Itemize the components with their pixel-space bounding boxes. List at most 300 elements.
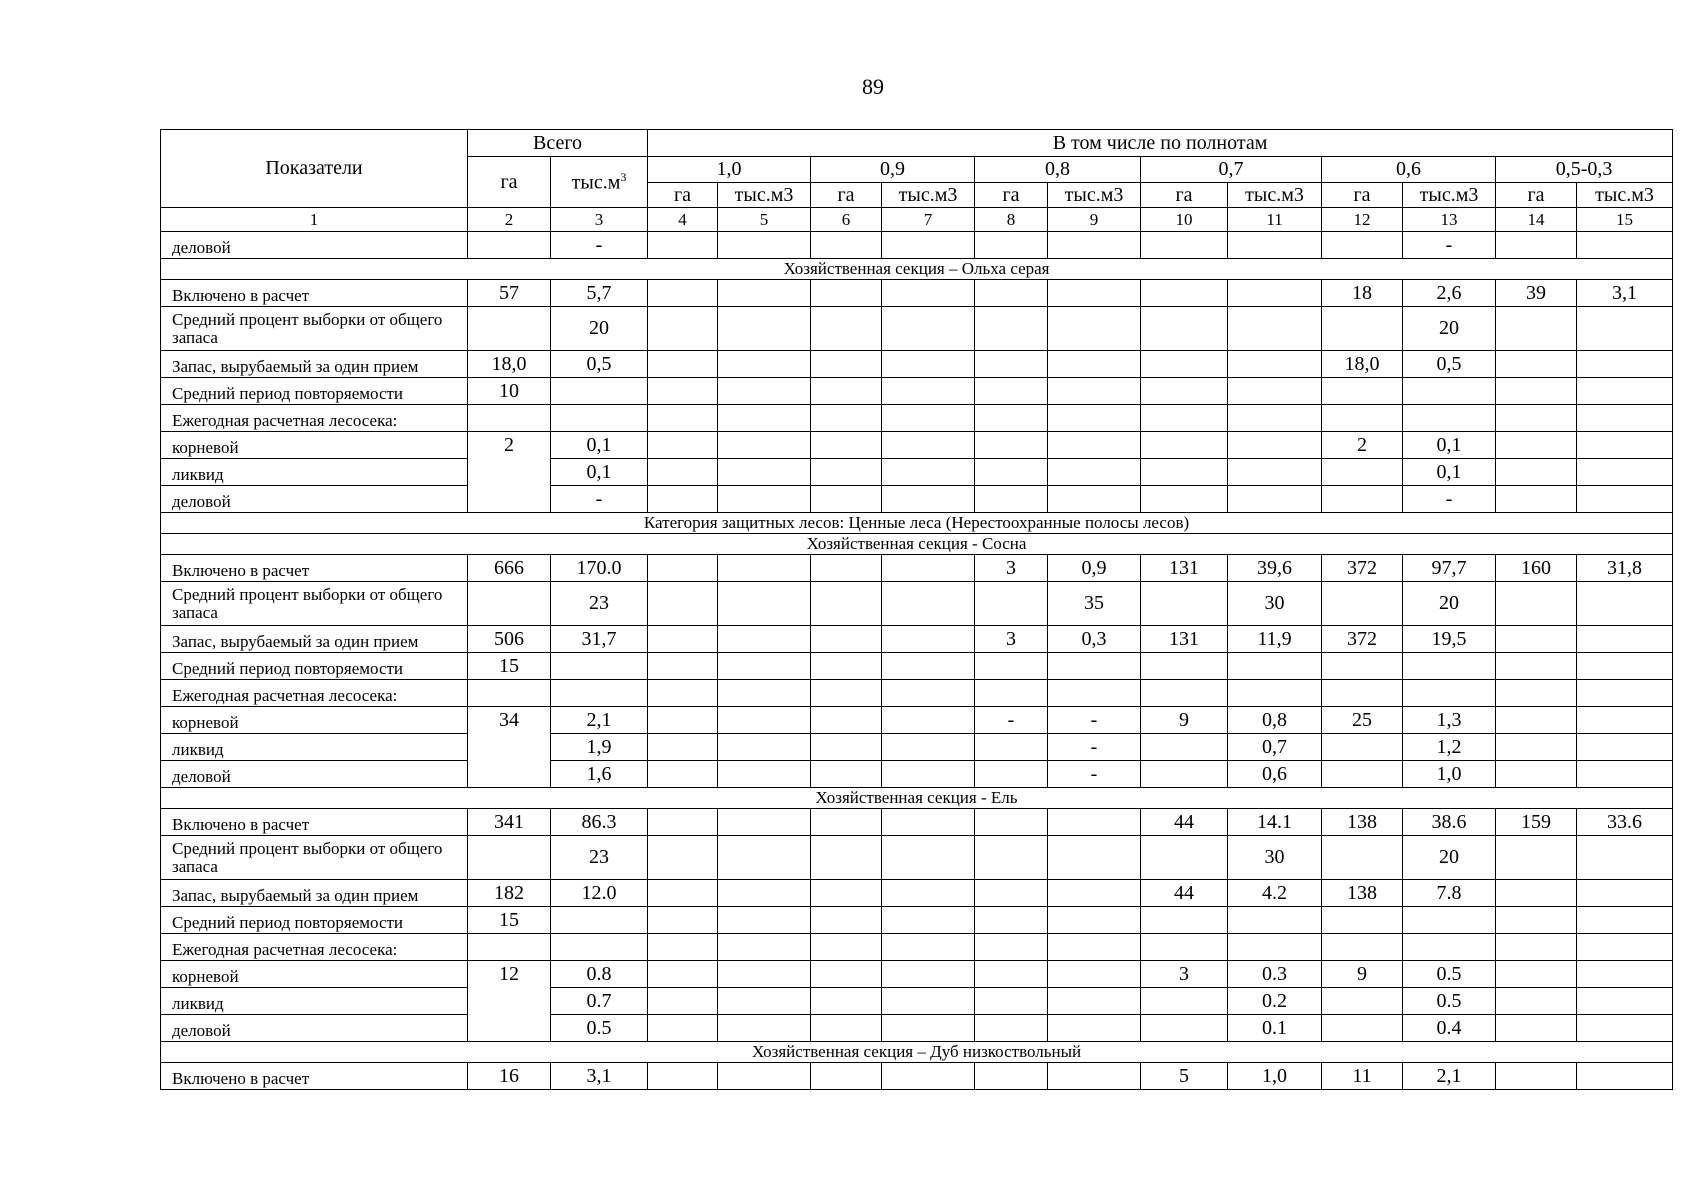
table-cell: 0.1 xyxy=(1228,1015,1322,1042)
table-cell xyxy=(1577,232,1673,259)
table-cell xyxy=(1496,307,1577,351)
table-cell: 23 xyxy=(551,836,648,880)
table-cell xyxy=(1496,351,1577,378)
row-label: ликвид xyxy=(161,459,468,486)
table-cell: 16 xyxy=(468,1063,551,1090)
table-cell xyxy=(718,232,811,259)
table-cell xyxy=(882,432,975,459)
table-row xyxy=(161,761,1673,788)
table-cell xyxy=(718,761,811,788)
table-cell xyxy=(975,734,1048,761)
table-cell xyxy=(718,378,811,405)
table-cell: 1,6 xyxy=(551,761,648,788)
volume-header: тыс.м3 xyxy=(718,183,811,208)
table-cell xyxy=(975,988,1048,1015)
table-cell xyxy=(1322,232,1403,259)
table-cell xyxy=(975,405,1048,432)
table-cell xyxy=(468,232,551,259)
table-cell xyxy=(648,961,718,988)
table-cell xyxy=(718,680,811,707)
row-label: Включено в расчет xyxy=(161,809,468,836)
table-cell xyxy=(1496,432,1577,459)
table-cell xyxy=(882,809,975,836)
table-row xyxy=(161,280,1673,307)
column-number: 1 xyxy=(161,208,468,232)
table-cell xyxy=(1141,680,1228,707)
table-cell: 2,1 xyxy=(551,707,648,734)
volume-header: тыс.м3 xyxy=(882,183,975,208)
table-cell xyxy=(1141,378,1228,405)
table-cell xyxy=(718,486,811,513)
table-cell xyxy=(882,734,975,761)
table-cell xyxy=(1496,405,1577,432)
table-cell xyxy=(718,809,811,836)
table-cell: 14.1 xyxy=(1228,809,1322,836)
table-cell: 0,1 xyxy=(1403,432,1496,459)
table-cell xyxy=(1322,680,1403,707)
table-cell xyxy=(718,734,811,761)
table-cell xyxy=(1228,653,1322,680)
table-cell: 0,1 xyxy=(551,459,648,486)
table-cell xyxy=(811,836,882,880)
section-title: Хозяйственная секция – Дуб низкоствольный xyxy=(161,1042,1673,1063)
table-cell xyxy=(882,653,975,680)
table-cell xyxy=(1577,761,1673,788)
table-cell xyxy=(648,351,718,378)
table-cell xyxy=(882,907,975,934)
table-cell xyxy=(1577,1015,1673,1042)
column-number: 15 xyxy=(1577,208,1673,232)
table-cell xyxy=(1048,961,1141,988)
table-cell xyxy=(1577,405,1673,432)
table-row xyxy=(161,582,1673,626)
table-cell: 18 xyxy=(1322,280,1403,307)
table-cell xyxy=(1322,988,1403,1015)
table-cell: 0,7 xyxy=(1228,734,1322,761)
table-cell xyxy=(1577,432,1673,459)
table-cell xyxy=(551,680,648,707)
table-cell xyxy=(1228,232,1322,259)
density-header: 0,5-0,3 xyxy=(1496,157,1673,183)
table-cell: 138 xyxy=(1322,809,1403,836)
table-cell xyxy=(648,707,718,734)
table-cell xyxy=(975,486,1048,513)
table-cell xyxy=(882,405,975,432)
table-cell: 131 xyxy=(1141,626,1228,653)
table-cell xyxy=(1048,836,1141,880)
row-label: Включено в расчет xyxy=(161,555,468,582)
table-cell: 39,6 xyxy=(1228,555,1322,582)
table-cell xyxy=(1403,934,1496,961)
table-cell xyxy=(1141,582,1228,626)
table-cell xyxy=(648,405,718,432)
table-cell: 9 xyxy=(1322,961,1403,988)
table-cell: 15 xyxy=(468,907,551,934)
table-cell xyxy=(1496,459,1577,486)
table-cell xyxy=(975,1015,1048,1042)
table-cell xyxy=(1403,653,1496,680)
table-cell xyxy=(1496,582,1577,626)
ha-header: га xyxy=(1322,183,1403,208)
table-cell xyxy=(1577,653,1673,680)
table-cell: 1,0 xyxy=(1403,761,1496,788)
table-cell xyxy=(648,761,718,788)
table-cell xyxy=(811,1063,882,1090)
table-cell xyxy=(1141,280,1228,307)
column-number: 6 xyxy=(811,208,882,232)
table-cell xyxy=(718,555,811,582)
table-cell xyxy=(718,988,811,1015)
table-cell xyxy=(811,459,882,486)
table-cell xyxy=(551,653,648,680)
table-cell xyxy=(718,880,811,907)
ha-header: га xyxy=(648,183,718,208)
table-cell xyxy=(975,351,1048,378)
table-cell xyxy=(975,961,1048,988)
table-cell xyxy=(1141,836,1228,880)
row-label: Запас, вырубаемый за один прием xyxy=(161,626,468,653)
row-label: Ежегодная расчетная лесосека: xyxy=(161,680,468,707)
section-row xyxy=(161,788,1673,809)
table-cell xyxy=(1496,1063,1577,1090)
table-cell: 35 xyxy=(1048,582,1141,626)
table-cell xyxy=(882,880,975,907)
table-cell xyxy=(1577,934,1673,961)
table-cell: 2 xyxy=(1322,432,1403,459)
table-cell xyxy=(1048,907,1141,934)
table-cell xyxy=(882,459,975,486)
table-cell: 33.6 xyxy=(1577,809,1673,836)
table-cell xyxy=(1496,626,1577,653)
table-cell xyxy=(1048,934,1141,961)
table-cell xyxy=(882,761,975,788)
table-cell xyxy=(1496,907,1577,934)
table-cell: 666 xyxy=(468,555,551,582)
density-header: 1,0 xyxy=(648,157,811,183)
table-row xyxy=(161,307,1673,351)
column-number: 13 xyxy=(1403,208,1496,232)
table-cell xyxy=(811,555,882,582)
column-number: 14 xyxy=(1496,208,1577,232)
table-cell xyxy=(718,351,811,378)
table-cell xyxy=(1322,1015,1403,1042)
table-cell: 2,6 xyxy=(1403,280,1496,307)
table-cell xyxy=(718,432,811,459)
ha-header: га xyxy=(975,183,1048,208)
table-cell xyxy=(975,582,1048,626)
table-cell: 0.2 xyxy=(1228,988,1322,1015)
by-density-header: В том числе по полнотам xyxy=(648,130,1673,157)
volume-header: тыс.м3 xyxy=(1048,183,1141,208)
table-cell: 20 xyxy=(1403,582,1496,626)
table-cell xyxy=(811,307,882,351)
table-cell xyxy=(1496,707,1577,734)
section-row xyxy=(161,259,1673,280)
section-title: Хозяйственная секция – Ольха серая xyxy=(161,259,1673,280)
table-cell: 31,8 xyxy=(1577,555,1673,582)
table-cell xyxy=(882,232,975,259)
table-row xyxy=(161,988,1673,1015)
table-cell xyxy=(1141,307,1228,351)
table-cell xyxy=(1403,378,1496,405)
density-header: 0,7 xyxy=(1141,157,1322,183)
table-cell xyxy=(1322,307,1403,351)
table-cell xyxy=(882,351,975,378)
table-cell: 506 xyxy=(468,626,551,653)
table-cell xyxy=(975,809,1048,836)
row-label: Средний процент выборки от общего запаса xyxy=(161,836,468,880)
table-cell xyxy=(1048,809,1141,836)
table-cell: 9 xyxy=(1141,707,1228,734)
table-cell: 2,1 xyxy=(1403,1063,1496,1090)
column-number: 7 xyxy=(882,208,975,232)
table-cell: 57 xyxy=(468,280,551,307)
table-row xyxy=(161,555,1673,582)
table-cell xyxy=(1577,459,1673,486)
row-label: Средний период повторяемости xyxy=(161,653,468,680)
table-cell: 34 xyxy=(468,707,551,788)
table-cell: - xyxy=(1048,734,1141,761)
table-cell xyxy=(975,307,1048,351)
row-label: Средний процент выборки от общего запаса xyxy=(161,307,468,351)
table-row xyxy=(161,432,1673,459)
table-cell xyxy=(1048,432,1141,459)
table-cell: 18,0 xyxy=(468,351,551,378)
table-cell xyxy=(1141,459,1228,486)
indicators-header: Показатели xyxy=(161,130,468,208)
table-row xyxy=(161,880,1673,907)
table-cell: 18,0 xyxy=(1322,351,1403,378)
unit-superscript: 3 xyxy=(620,169,627,184)
table-cell: 1,3 xyxy=(1403,707,1496,734)
table-cell xyxy=(882,961,975,988)
table-cell xyxy=(1403,680,1496,707)
table-cell xyxy=(648,907,718,934)
table-cell xyxy=(1496,734,1577,761)
table-cell xyxy=(882,378,975,405)
table-row xyxy=(161,680,1673,707)
table-cell xyxy=(1322,378,1403,405)
table-cell: 4.2 xyxy=(1228,880,1322,907)
table-cell xyxy=(1048,280,1141,307)
table-cell xyxy=(468,405,551,432)
table-cell xyxy=(1048,232,1141,259)
table-cell xyxy=(551,907,648,934)
table-cell xyxy=(648,486,718,513)
table-row xyxy=(161,961,1673,988)
table-cell xyxy=(1577,307,1673,351)
table-cell: 30 xyxy=(1228,836,1322,880)
table-cell: 3,1 xyxy=(1577,280,1673,307)
table-cell: 2 xyxy=(468,432,551,513)
table-cell xyxy=(1141,432,1228,459)
table-cell xyxy=(1228,351,1322,378)
row-label: Средний процент выборки от общего запаса xyxy=(161,582,468,626)
table-cell xyxy=(1496,378,1577,405)
table-cell xyxy=(718,934,811,961)
ha-header: га xyxy=(1496,183,1577,208)
table-cell xyxy=(811,809,882,836)
row-label: Запас, вырубаемый за один прием xyxy=(161,351,468,378)
section-title: Категория защитных лесов: Ценные леса (Нерестоохранные полосы лесов) xyxy=(161,513,1673,534)
table-cell: 0,1 xyxy=(1403,459,1496,486)
table-row xyxy=(161,626,1673,653)
table-cell xyxy=(1577,626,1673,653)
table-cell xyxy=(1141,734,1228,761)
table-cell: 5,7 xyxy=(551,280,648,307)
table-cell xyxy=(975,653,1048,680)
table-cell xyxy=(811,582,882,626)
table-cell xyxy=(1048,307,1141,351)
table-row xyxy=(161,486,1673,513)
table-cell xyxy=(648,280,718,307)
table-cell xyxy=(1577,880,1673,907)
table-cell xyxy=(1048,988,1141,1015)
table-cell xyxy=(468,934,551,961)
column-number: 8 xyxy=(975,208,1048,232)
table-cell xyxy=(648,1015,718,1042)
table-cell xyxy=(1228,378,1322,405)
table-cell xyxy=(1322,486,1403,513)
section-row xyxy=(161,513,1673,534)
table-cell: 86.3 xyxy=(551,809,648,836)
table-cell xyxy=(1322,836,1403,880)
table-cell xyxy=(648,934,718,961)
table-cell xyxy=(1577,836,1673,880)
column-number: 10 xyxy=(1141,208,1228,232)
table-cell: 138 xyxy=(1322,880,1403,907)
table-cell xyxy=(811,653,882,680)
table-cell: 131 xyxy=(1141,555,1228,582)
table-cell xyxy=(811,351,882,378)
total-ha-header: га xyxy=(468,157,551,208)
table-cell xyxy=(882,988,975,1015)
table-cell xyxy=(648,582,718,626)
density-header: 0,8 xyxy=(975,157,1141,183)
table-cell xyxy=(551,378,648,405)
table-cell xyxy=(1577,680,1673,707)
row-label: Запас, вырубаемый за один прием xyxy=(161,880,468,907)
density-header: 0,9 xyxy=(811,157,975,183)
table-cell xyxy=(648,459,718,486)
table-cell xyxy=(1048,653,1141,680)
table-cell xyxy=(975,880,1048,907)
table-cell xyxy=(1322,907,1403,934)
table-cell xyxy=(1577,961,1673,988)
table-cell xyxy=(1496,680,1577,707)
table-cell xyxy=(718,459,811,486)
table-cell xyxy=(648,378,718,405)
column-number: 3 xyxy=(551,208,648,232)
table-cell xyxy=(811,734,882,761)
table-cell xyxy=(1496,761,1577,788)
table-cell xyxy=(1048,459,1141,486)
table-cell: 23 xyxy=(551,582,648,626)
table-cell: 44 xyxy=(1141,809,1228,836)
table-cell: 159 xyxy=(1496,809,1577,836)
column-number: 9 xyxy=(1048,208,1141,232)
table-cell: - xyxy=(1048,761,1141,788)
table-cell xyxy=(1141,761,1228,788)
column-number: 4 xyxy=(648,208,718,232)
table-cell xyxy=(882,486,975,513)
table-cell xyxy=(551,405,648,432)
table-cell xyxy=(1322,405,1403,432)
table-cell xyxy=(882,680,975,707)
table-cell xyxy=(1141,653,1228,680)
row-label: деловой xyxy=(161,761,468,788)
table-cell: 10 xyxy=(468,378,551,405)
table-cell xyxy=(1322,761,1403,788)
table-cell xyxy=(1403,907,1496,934)
table-row xyxy=(161,934,1673,961)
table-cell xyxy=(882,307,975,351)
ha-header: га xyxy=(1141,183,1228,208)
table-cell xyxy=(811,961,882,988)
table-cell xyxy=(1496,836,1577,880)
table-cell xyxy=(975,907,1048,934)
table-cell xyxy=(718,626,811,653)
table-cell: 44 xyxy=(1141,880,1228,907)
table-cell: 97,7 xyxy=(1403,555,1496,582)
row-label: Ежегодная расчетная лесосека: xyxy=(161,405,468,432)
column-number: 5 xyxy=(718,208,811,232)
table-cell xyxy=(1322,582,1403,626)
table-cell: 170.0 xyxy=(551,555,648,582)
column-number: 12 xyxy=(1322,208,1403,232)
table-cell: 0.3 xyxy=(1228,961,1322,988)
table-cell xyxy=(468,680,551,707)
table-cell xyxy=(882,1063,975,1090)
table-cell: 341 xyxy=(468,809,551,836)
table-cell xyxy=(718,836,811,880)
table-cell xyxy=(1577,582,1673,626)
table-cell xyxy=(811,880,882,907)
table-cell xyxy=(811,432,882,459)
table-cell: 11,9 xyxy=(1228,626,1322,653)
table-cell xyxy=(468,836,551,880)
table-cell xyxy=(1577,351,1673,378)
density-header: 0,6 xyxy=(1322,157,1496,183)
table-cell xyxy=(975,761,1048,788)
table-cell xyxy=(1496,934,1577,961)
table-cell xyxy=(811,680,882,707)
table-row xyxy=(161,1015,1673,1042)
table-cell xyxy=(648,836,718,880)
table-cell: 19,5 xyxy=(1403,626,1496,653)
row-label: Средний период повторяемости xyxy=(161,378,468,405)
table-cell xyxy=(1577,378,1673,405)
table-cell xyxy=(718,707,811,734)
table-cell xyxy=(1577,988,1673,1015)
table-cell xyxy=(811,934,882,961)
table-cell xyxy=(1048,680,1141,707)
table-cell xyxy=(882,280,975,307)
table-cell xyxy=(718,1063,811,1090)
table-cell xyxy=(1048,486,1141,513)
row-label: деловой xyxy=(161,1015,468,1042)
table-cell xyxy=(1141,351,1228,378)
volume-header: тыс.м3 xyxy=(1228,183,1322,208)
table-row xyxy=(161,907,1673,934)
table-cell: 372 xyxy=(1322,626,1403,653)
table-cell xyxy=(811,626,882,653)
volume-unit: тыс.м xyxy=(571,171,621,194)
table-cell xyxy=(718,961,811,988)
table-cell xyxy=(811,232,882,259)
section-title: Хозяйственная секция - Сосна xyxy=(161,534,1673,555)
column-number-row xyxy=(161,208,1673,232)
